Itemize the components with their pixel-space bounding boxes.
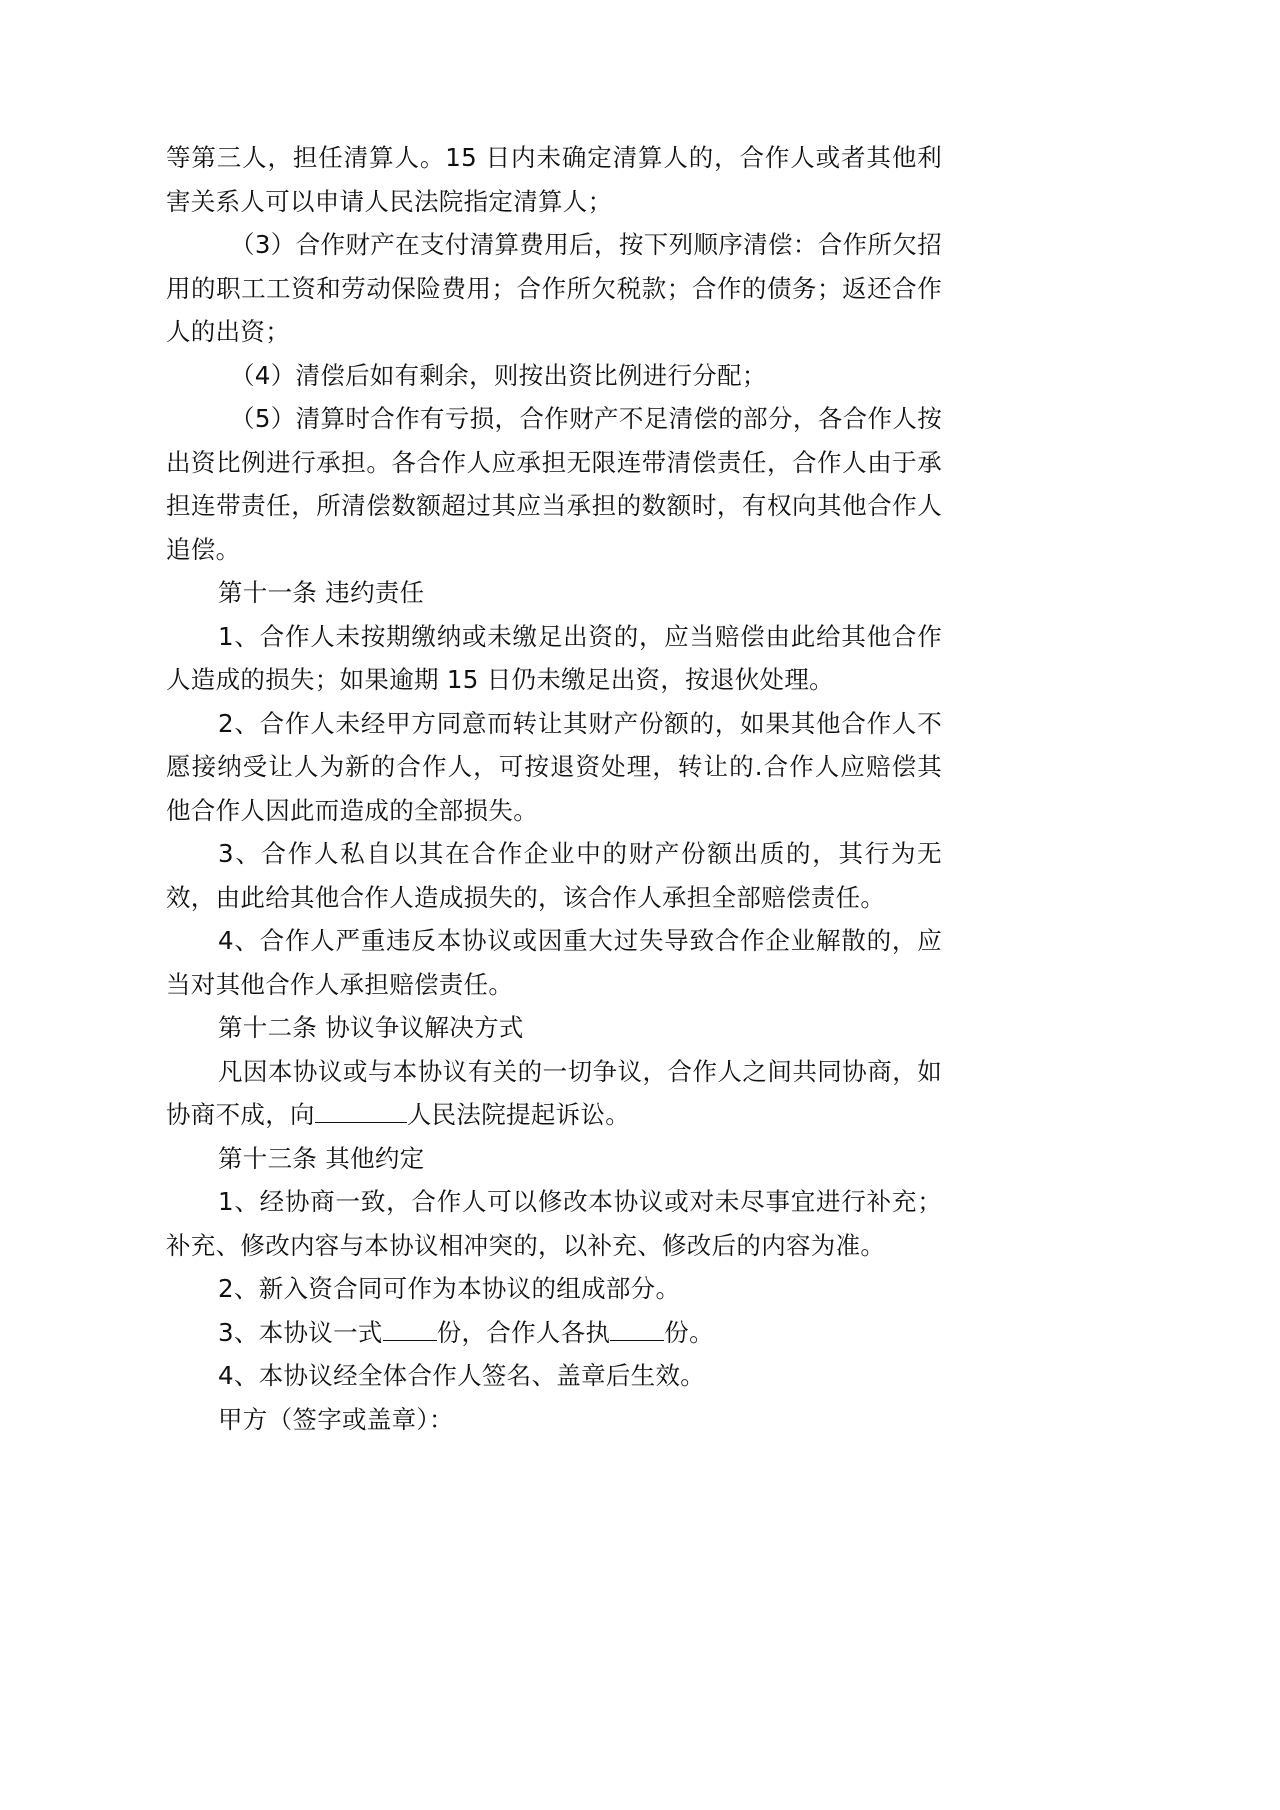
paragraph-surplus-distribution: （4）清偿后如有剩余，则按出资比例进行分配； [230, 360, 767, 390]
copies-text-3: 份。 [664, 1317, 714, 1347]
copies-text-2: 份，合作人各执 [436, 1317, 611, 1347]
heading-article-12: 第十二条 协议争议解决方式 [218, 1013, 524, 1042]
paragraph-breach-4: 4、合作人严重违反本协议或因重大过失导致合作企业解散的，应当对其他合作人承担赔偿责任。 [166, 926, 942, 999]
document-body [166, 136, 942, 1441]
paragraph-dispute-resolution [166, 1050, 942, 1137]
total-copies-blank [383, 1312, 437, 1341]
heading-article-11: 第十一条 违约责任 [218, 578, 425, 607]
signature-party-a: 甲方（签字或盖章）： [218, 1404, 454, 1434]
paragraph-breach-1: 1、合作人未按期缴纳或未缴足出资的，应当赔偿由此给其他合作人造成的损失；如果逾期 15 日仍未缴足出资，按退伙处理。 [166, 621, 942, 694]
heading-article-13: 第十三条 其他约定 [218, 1143, 425, 1173]
paragraph-other-3 [166, 1311, 942, 1355]
each-copies-blank [610, 1312, 664, 1341]
dispute-text-before: 凡因本协议或与本协议有关的一切争议，合作人之间共同协商，如协商不成，向 [166, 1056, 942, 1129]
paragraph-breach-2: 2、合作人未经甲方同意而转让其财产份额的，如果其他合作人不愿接纳受让人为新的合作人，可按退资处理，转让的.合作人应赔偿其他合作人因此而造成的全部损失。 [166, 708, 942, 825]
paragraph-breach-3: 3、合作人私自以其在合作企业中的财产份额出质的，其行为无效，由此给其他合作人造成损失的，该合作人承担全部赔偿责任。 [166, 839, 942, 912]
copies-text-1: 3、本协议一式 [218, 1317, 383, 1347]
paragraph-other-2: 2、新入资合同可作为本协议的组成部分。 [218, 1274, 681, 1303]
dispute-text-after: 人民法院提起诉讼。 [406, 1100, 631, 1129]
paragraph-other-4: 4、本协议经全体合作人签名、盖章后生效。 [218, 1361, 706, 1390]
paragraph-clearing-person: 等第三人，担任清算人。15 日内未确定清算人的，合作人或者其他利害关系人可以申请人民法院指定清算人； [166, 143, 942, 216]
court-name-blank [315, 1094, 407, 1123]
paragraph-loss-sharing: （5）清算时合作有亏损，合作财产不足清偿的部分，各合作人按出资比例进行承担。各合作人应承担无限连带清偿责任，合作人由于承担连带责任，所清偿数额超过其应当承担的数额时，有权向其他合作人追偿。 [166, 404, 942, 564]
paragraph-other-1: 1、经协商一致，合作人可以修改本协议或对未尽事宜进行补充；补充、修改内容与本协议相冲突的，以补充、修改后的内容为准。 [166, 1187, 942, 1260]
paragraph-clearing-order: （3）合作财产在支付清算费用后，按下列顺序清偿：合作所欠招用的职工工资和劳动保险费用；合作所欠税款；合作的债务；返还合作人的出资； [166, 230, 942, 346]
